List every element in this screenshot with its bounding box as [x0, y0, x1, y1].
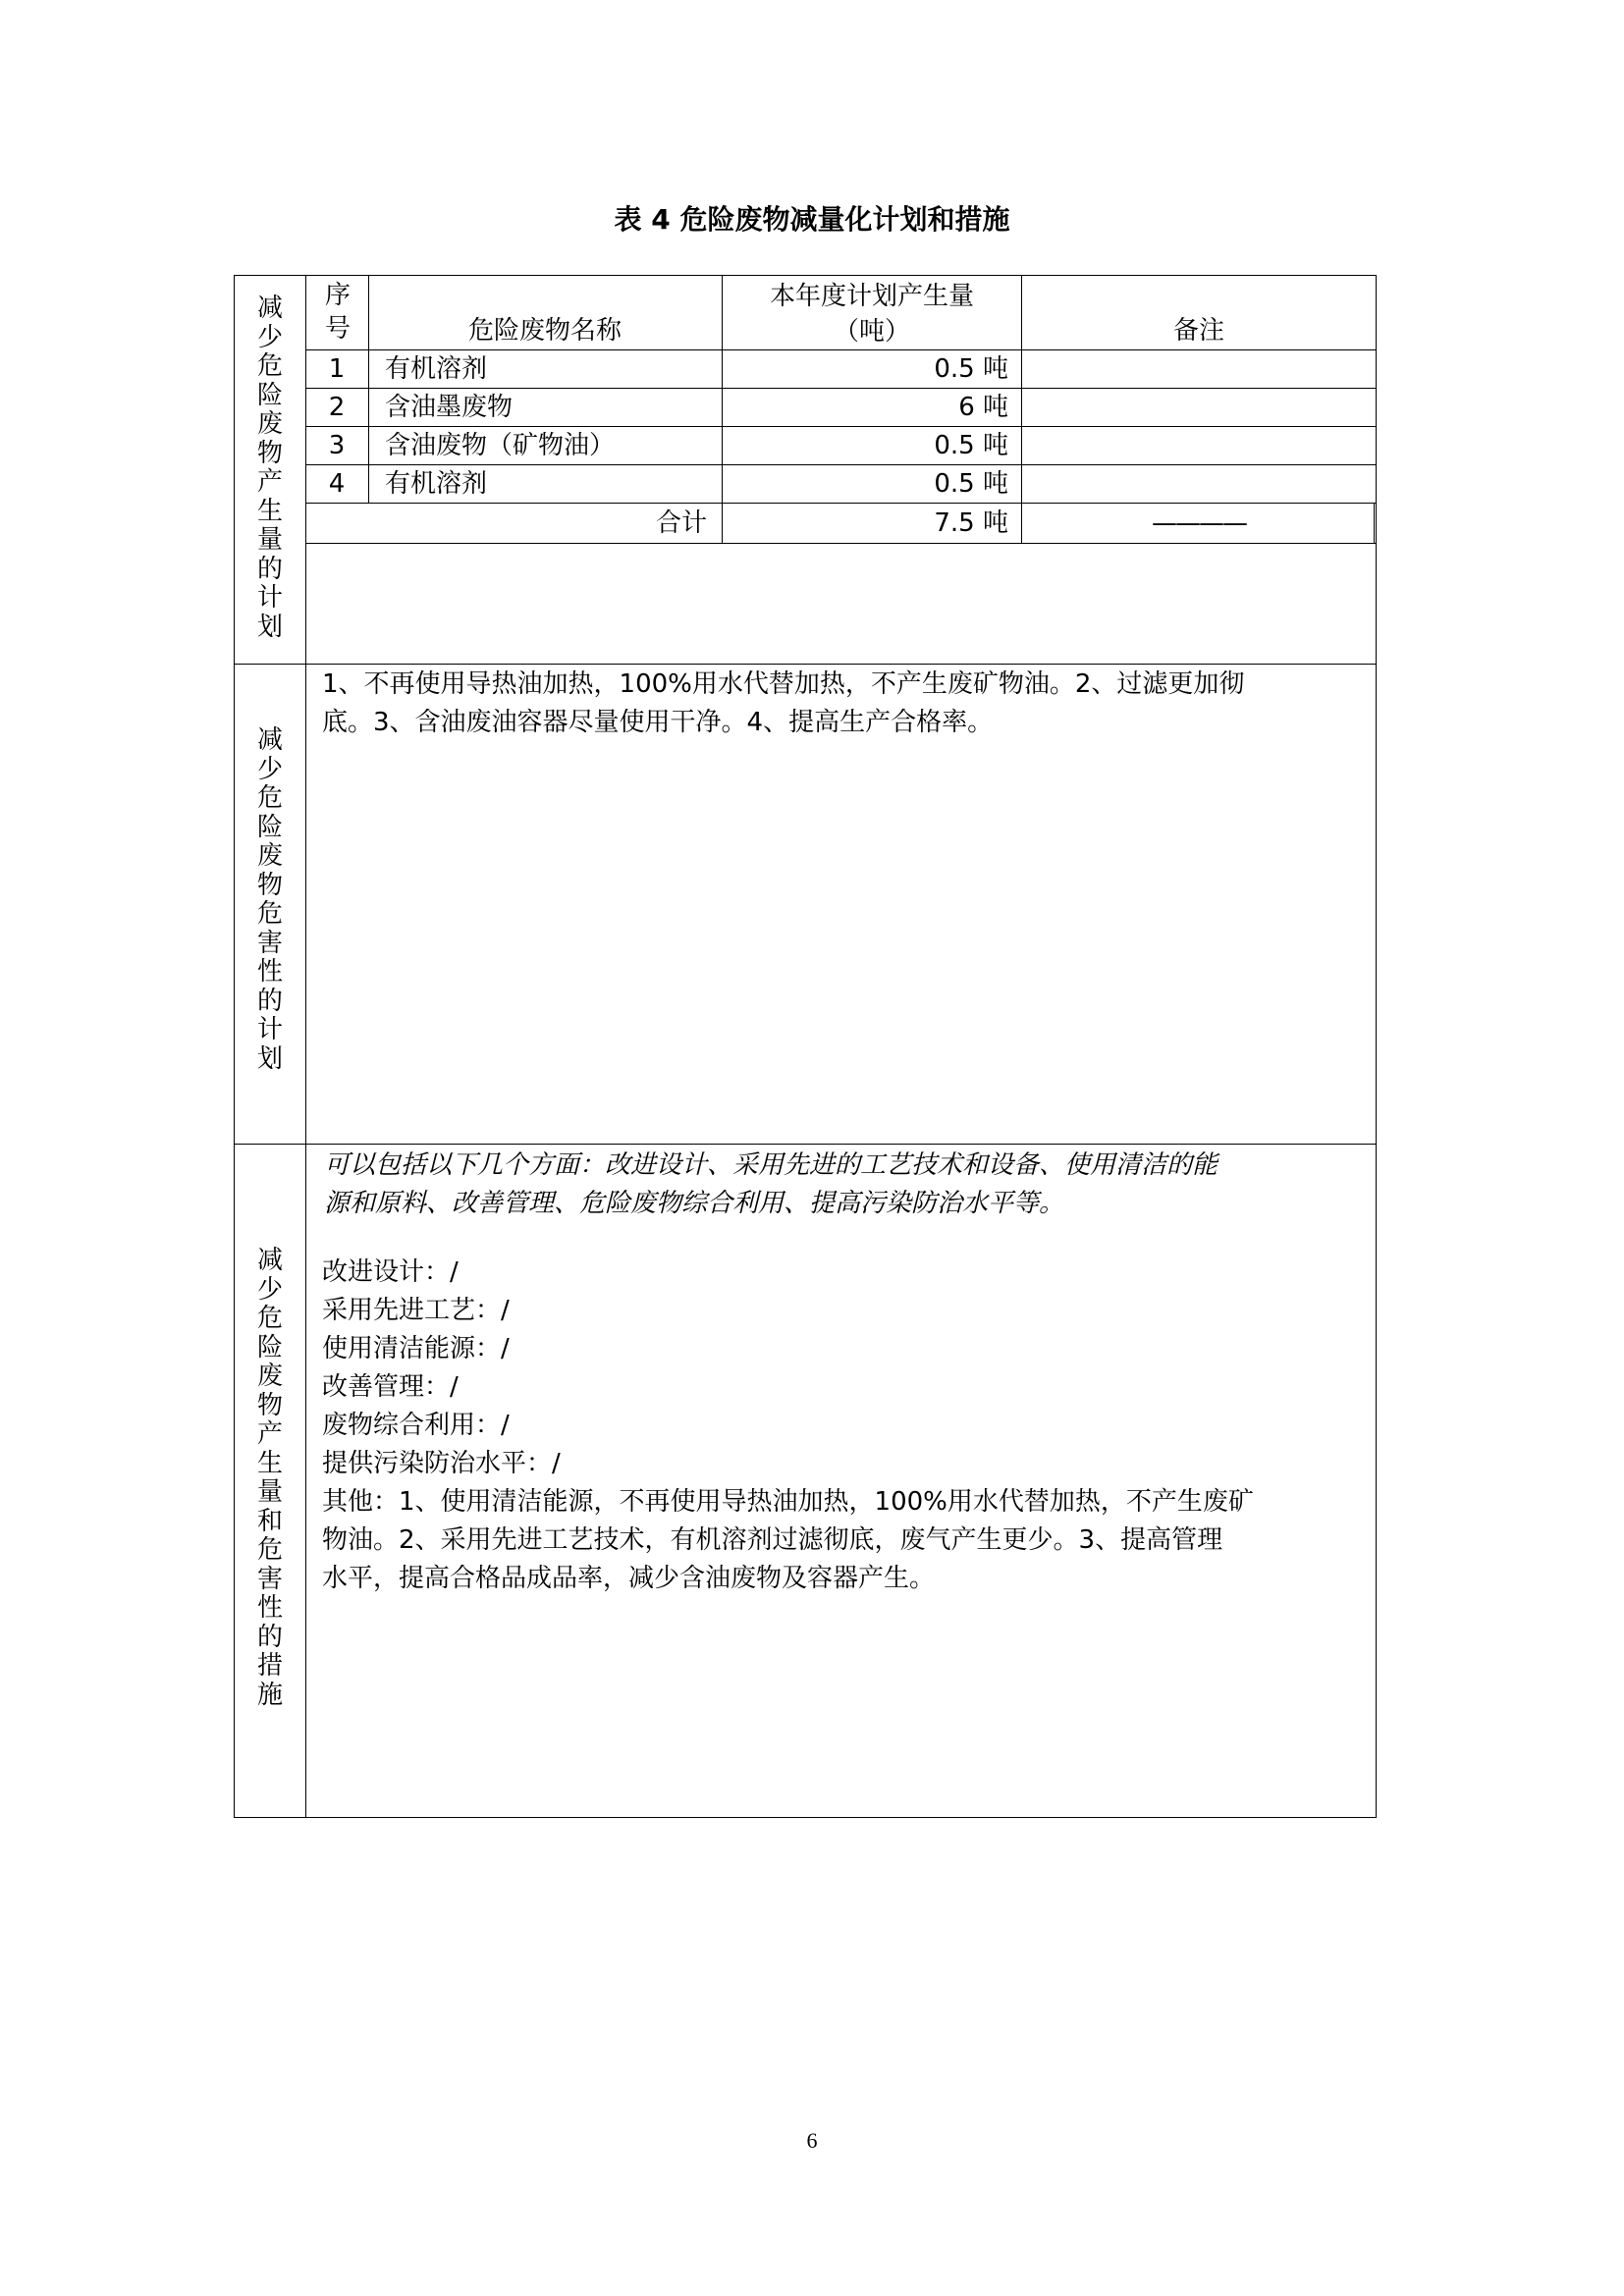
label-column-divider — [305, 275, 306, 1818]
list-item: 提供污染防治水平：/ — [322, 1449, 561, 1478]
total-amount: 7.5 吨 — [934, 508, 1008, 538]
page-number: 6 — [806, 2128, 818, 2153]
total-remark: ———— — [1152, 508, 1246, 538]
header-remark: 备注 — [1172, 316, 1224, 346]
table-row-name: 有机溶剂 — [385, 469, 488, 499]
section-divider-2 — [234, 1144, 1377, 1145]
header-name: 危险废物名称 — [467, 316, 622, 346]
section-divider-1 — [234, 664, 1377, 665]
table-title: 表 4 危险废物减量化计划和措施 — [614, 203, 1010, 236]
hazard-plan-text: 1、不再使用导热油加热，100%用水代替加热，不产生废矿物油。2、过滤更加彻 底。3、含油废油容器尽量使用干净。4、提高生产合格率。 — [322, 669, 1245, 737]
list-item: 采用先进工艺：/ — [322, 1296, 510, 1325]
table-row-seq: 3 — [328, 431, 346, 460]
list-item: 改进设计：/ — [322, 1257, 459, 1287]
total-label: 合计 — [655, 508, 707, 538]
measures-other: 其他：1、使用清洁能源，不再使用导热油加热，100%用水代替加热，不产生废矿 — [322, 1487, 1254, 1517]
table-row-name: 含油墨废物 — [385, 393, 514, 422]
measures-list — [322, 1254, 1363, 1598]
table-row-seq: 4 — [328, 469, 346, 499]
table-row-name: 含油废物（矿物油） — [385, 431, 616, 460]
list-item: 改善管理：/ — [322, 1372, 459, 1402]
table-row-name: 有机溶剂 — [385, 354, 488, 384]
list-item: 废物综合利用：/ — [322, 1411, 510, 1440]
section-label-hazard: 减少危险废物危害性的计划 — [256, 725, 283, 1074]
header-seq: 序号 — [324, 281, 351, 344]
table-row-seq: 1 — [328, 354, 346, 384]
measures-intro: 可以包括以下几个方面：改进设计、采用先进的工艺技术和设备、使用清洁的能 源和原料、改善管理、危险废物综合利用、提高污染防治水平等。 — [324, 1150, 1218, 1218]
table-row-seq: 2 — [328, 393, 346, 422]
section-label-measures: 减少危险废物产生量和危害性的措施 — [256, 1246, 283, 1710]
table-row-amount: 0.5 吨 — [934, 354, 1008, 384]
header-amount: 本年度计划产生量 （吨） — [769, 282, 974, 347]
section-label-plan: 减少危险废物产生量的计划 — [256, 294, 283, 642]
table-row-amount: 6 吨 — [958, 393, 1008, 422]
list-item: 使用清洁能源：/ — [322, 1334, 510, 1363]
measures-other: 物油。2、采用先进工艺技术，有机溶剂过滤彻底，废气产生更少。3、提高管理 — [322, 1525, 1223, 1555]
measures-other: 水平，提高合格品成品率，减少含油废物及容器产生。 — [322, 1564, 936, 1593]
table-row-amount: 0.5 吨 — [934, 469, 1008, 499]
table-row-amount: 0.5 吨 — [934, 431, 1008, 460]
